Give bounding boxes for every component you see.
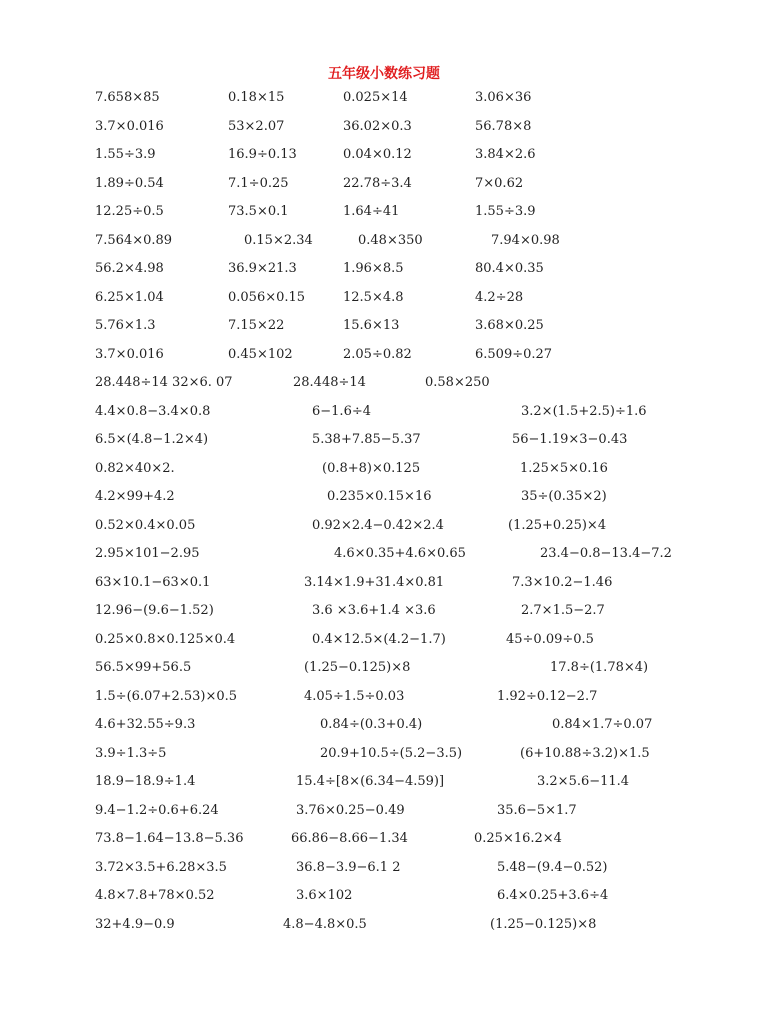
problem-item: 45÷0.09÷0.5	[506, 631, 594, 647]
problem-item: 0.25×0.8×0.125×0.4	[95, 631, 236, 647]
problem-item: 12.25÷0.5	[95, 204, 164, 219]
problem-item: 66.86−8.66−1.34	[291, 831, 408, 846]
problem-item: 3.9÷1.3÷5	[95, 745, 167, 761]
problem-item: 2.05÷0.82	[343, 346, 412, 362]
problem-item: 56−1.19×3−0.43	[512, 432, 628, 447]
problem-item: 0.056×0.15	[228, 289, 306, 305]
problem-item: 3.7×0.016	[95, 118, 164, 134]
problem-item: 7.658×85	[95, 90, 160, 105]
problem-item: 3.2×(1.5+2.5)÷1.6	[521, 403, 647, 419]
problem-item: 17.8÷(1.78×4)	[550, 660, 649, 675]
problem-item: 28.448÷14 32×6. 07	[95, 375, 233, 390]
problem-item: 63×10.1−63×0.1	[95, 574, 211, 590]
problem-item: 0.45×102	[228, 346, 293, 362]
problem-item: 36.02×0.3	[343, 118, 412, 134]
problem-item: 35.6−5×1.7	[497, 802, 577, 818]
problem-item: 32+4.9−0.9	[95, 916, 175, 932]
problem-item: 4.4×0.8−3.4×0.8	[95, 403, 211, 419]
problem-item: 56.5×99+56.5	[95, 660, 192, 675]
problem-item: 1.25×5×0.16	[520, 460, 608, 476]
problem-item: 4.6×0.35+4.6×0.65	[334, 546, 466, 561]
problem-item: 3.84×2.6	[475, 147, 536, 162]
problem-item: 4.8×7.8+78×0.52	[95, 888, 215, 903]
problem-item: 0.4×12.5×(4.2−1.7)	[312, 631, 446, 647]
problem-item: 0.58×250	[425, 375, 490, 390]
problem-item: 2.95×101−2.95	[95, 546, 200, 561]
problem-item: 4.8−4.8×0.5	[283, 916, 367, 932]
problem-item: 3.7×0.016	[95, 346, 164, 362]
problem-item: 0.84÷(0.3+0.4)	[320, 717, 423, 732]
problem-item: 1.5÷(6.07+2.53)×0.5	[95, 688, 238, 704]
problem-item: 0.84×1.7÷0.07	[552, 717, 653, 732]
problem-item: 4.2×99+4.2	[95, 489, 175, 504]
problem-item: 7.15×22	[228, 318, 285, 333]
problem-item: 7×0.62	[475, 175, 524, 191]
problem-item: 0.15×2.34	[244, 232, 313, 248]
problem-item: 1.55÷3.9	[475, 204, 536, 219]
problem-item: 15.6×13	[343, 318, 400, 333]
problem-item: 1.89÷0.54	[95, 175, 164, 191]
problem-item: 73.8−1.64−13.8−5.36	[95, 831, 244, 846]
problem-item: 3.72×3.5+6.28×3.5	[95, 859, 227, 875]
problem-item: 3.06×36	[475, 90, 532, 105]
problem-item: 4.2÷28	[475, 289, 524, 305]
problem-item: 0.52×0.4×0.05	[95, 517, 196, 533]
problem-item: 12.96−(9.6−1.52)	[95, 603, 214, 618]
problem-item: 0.82×40×2.	[95, 460, 175, 476]
problem-item: 3.6×102	[296, 888, 353, 903]
problem-item: 15.4÷[8×(6.34−4.59)]	[296, 774, 445, 789]
problem-item: (1.25−0.125)×8	[490, 916, 597, 932]
problem-item: 73.5×0.1	[228, 204, 289, 219]
problem-item: 1.64÷41	[343, 204, 400, 219]
problem-item: 3.6 ×3.6+1.4 ×3.6	[312, 603, 436, 618]
problem-item: 5.38+7.85−5.37	[312, 432, 421, 447]
problem-item: 3.68×0.25	[475, 318, 544, 333]
problem-item: 36.8−3.9−6.1 2	[296, 859, 401, 875]
problem-item: 0.18×15	[228, 90, 285, 105]
problem-item: 0.025×14	[343, 90, 408, 105]
problem-item: 28.448÷14	[293, 375, 366, 390]
problem-item: 0.25×16.2×4	[474, 831, 562, 846]
problem-item: 2.7×1.5−2.7	[521, 603, 605, 618]
problem-item: 5.48−(9.4−0.52)	[497, 859, 608, 875]
problem-item: (1.25+0.25)×4	[508, 517, 607, 533]
problem-item: (6+10.88÷3.2)×1.5	[520, 745, 650, 761]
problem-item: 56.78×8	[475, 118, 532, 134]
problem-item: 1.55÷3.9	[95, 147, 156, 162]
problem-item: 7.94×0.98	[491, 232, 560, 248]
problem-item: 4.6+32.55÷9.3	[95, 717, 196, 732]
problem-item: 6.4×0.25+3.6÷4	[497, 888, 609, 903]
problem-item: 4.05÷1.5÷0.03	[304, 688, 405, 704]
problem-item: 0.04×0.12	[343, 147, 412, 162]
problem-item: 5.76×1.3	[95, 318, 156, 333]
problem-item: 3.2×5.6−11.4	[537, 774, 630, 789]
problem-item: 53×2.07	[228, 118, 285, 134]
problem-item: (1.25−0.125)×8	[304, 660, 411, 675]
problem-item: 56.2×4.98	[95, 261, 164, 276]
problem-item: 35÷(0.35×2)	[521, 489, 607, 504]
problem-item: 7.1÷0.25	[228, 175, 289, 191]
problem-item: 0.235×0.15×16	[327, 489, 432, 504]
problem-item: 22.78÷3.4	[343, 175, 412, 191]
problem-item: 23.4−0.8−13.4−7.2	[540, 546, 672, 561]
problem-item: 7.3×10.2−1.46	[512, 574, 613, 590]
problem-item: 6.5×(4.8−1.2×4)	[95, 432, 209, 447]
problem-item: 6.509÷0.27	[475, 346, 553, 362]
problem-item: 36.9×21.3	[228, 261, 297, 276]
problem-item: 7.564×0.89	[95, 232, 173, 248]
problem-item: 3.14×1.9+31.4×0.81	[304, 574, 445, 590]
problem-item: 9.4−1.2÷0.6+6.24	[95, 802, 219, 818]
problem-item: 16.9÷0.13	[228, 147, 297, 162]
problem-item: 6.25×1.04	[95, 289, 164, 305]
problem-item: 6−1.6÷4	[312, 403, 372, 419]
page-title: 五年级小数练习题	[328, 66, 440, 82]
problem-item: 0.92×2.4−0.42×2.4	[312, 517, 444, 533]
problem-item: 18.9−18.9÷1.4	[95, 774, 196, 789]
problem-item: 1.92÷0.12−2.7	[497, 688, 598, 704]
problem-item: 1.96×8.5	[343, 261, 404, 276]
problem-item: 3.76×0.25−0.49	[296, 802, 405, 818]
problem-item: 12.5×4.8	[343, 289, 404, 305]
problem-item: 20.9+10.5÷(5.2−3.5)	[320, 745, 463, 761]
problem-item: 0.48×350	[358, 232, 423, 248]
problem-item: (0.8+8)×0.125	[322, 460, 421, 476]
problem-item: 80.4×0.35	[475, 261, 544, 276]
